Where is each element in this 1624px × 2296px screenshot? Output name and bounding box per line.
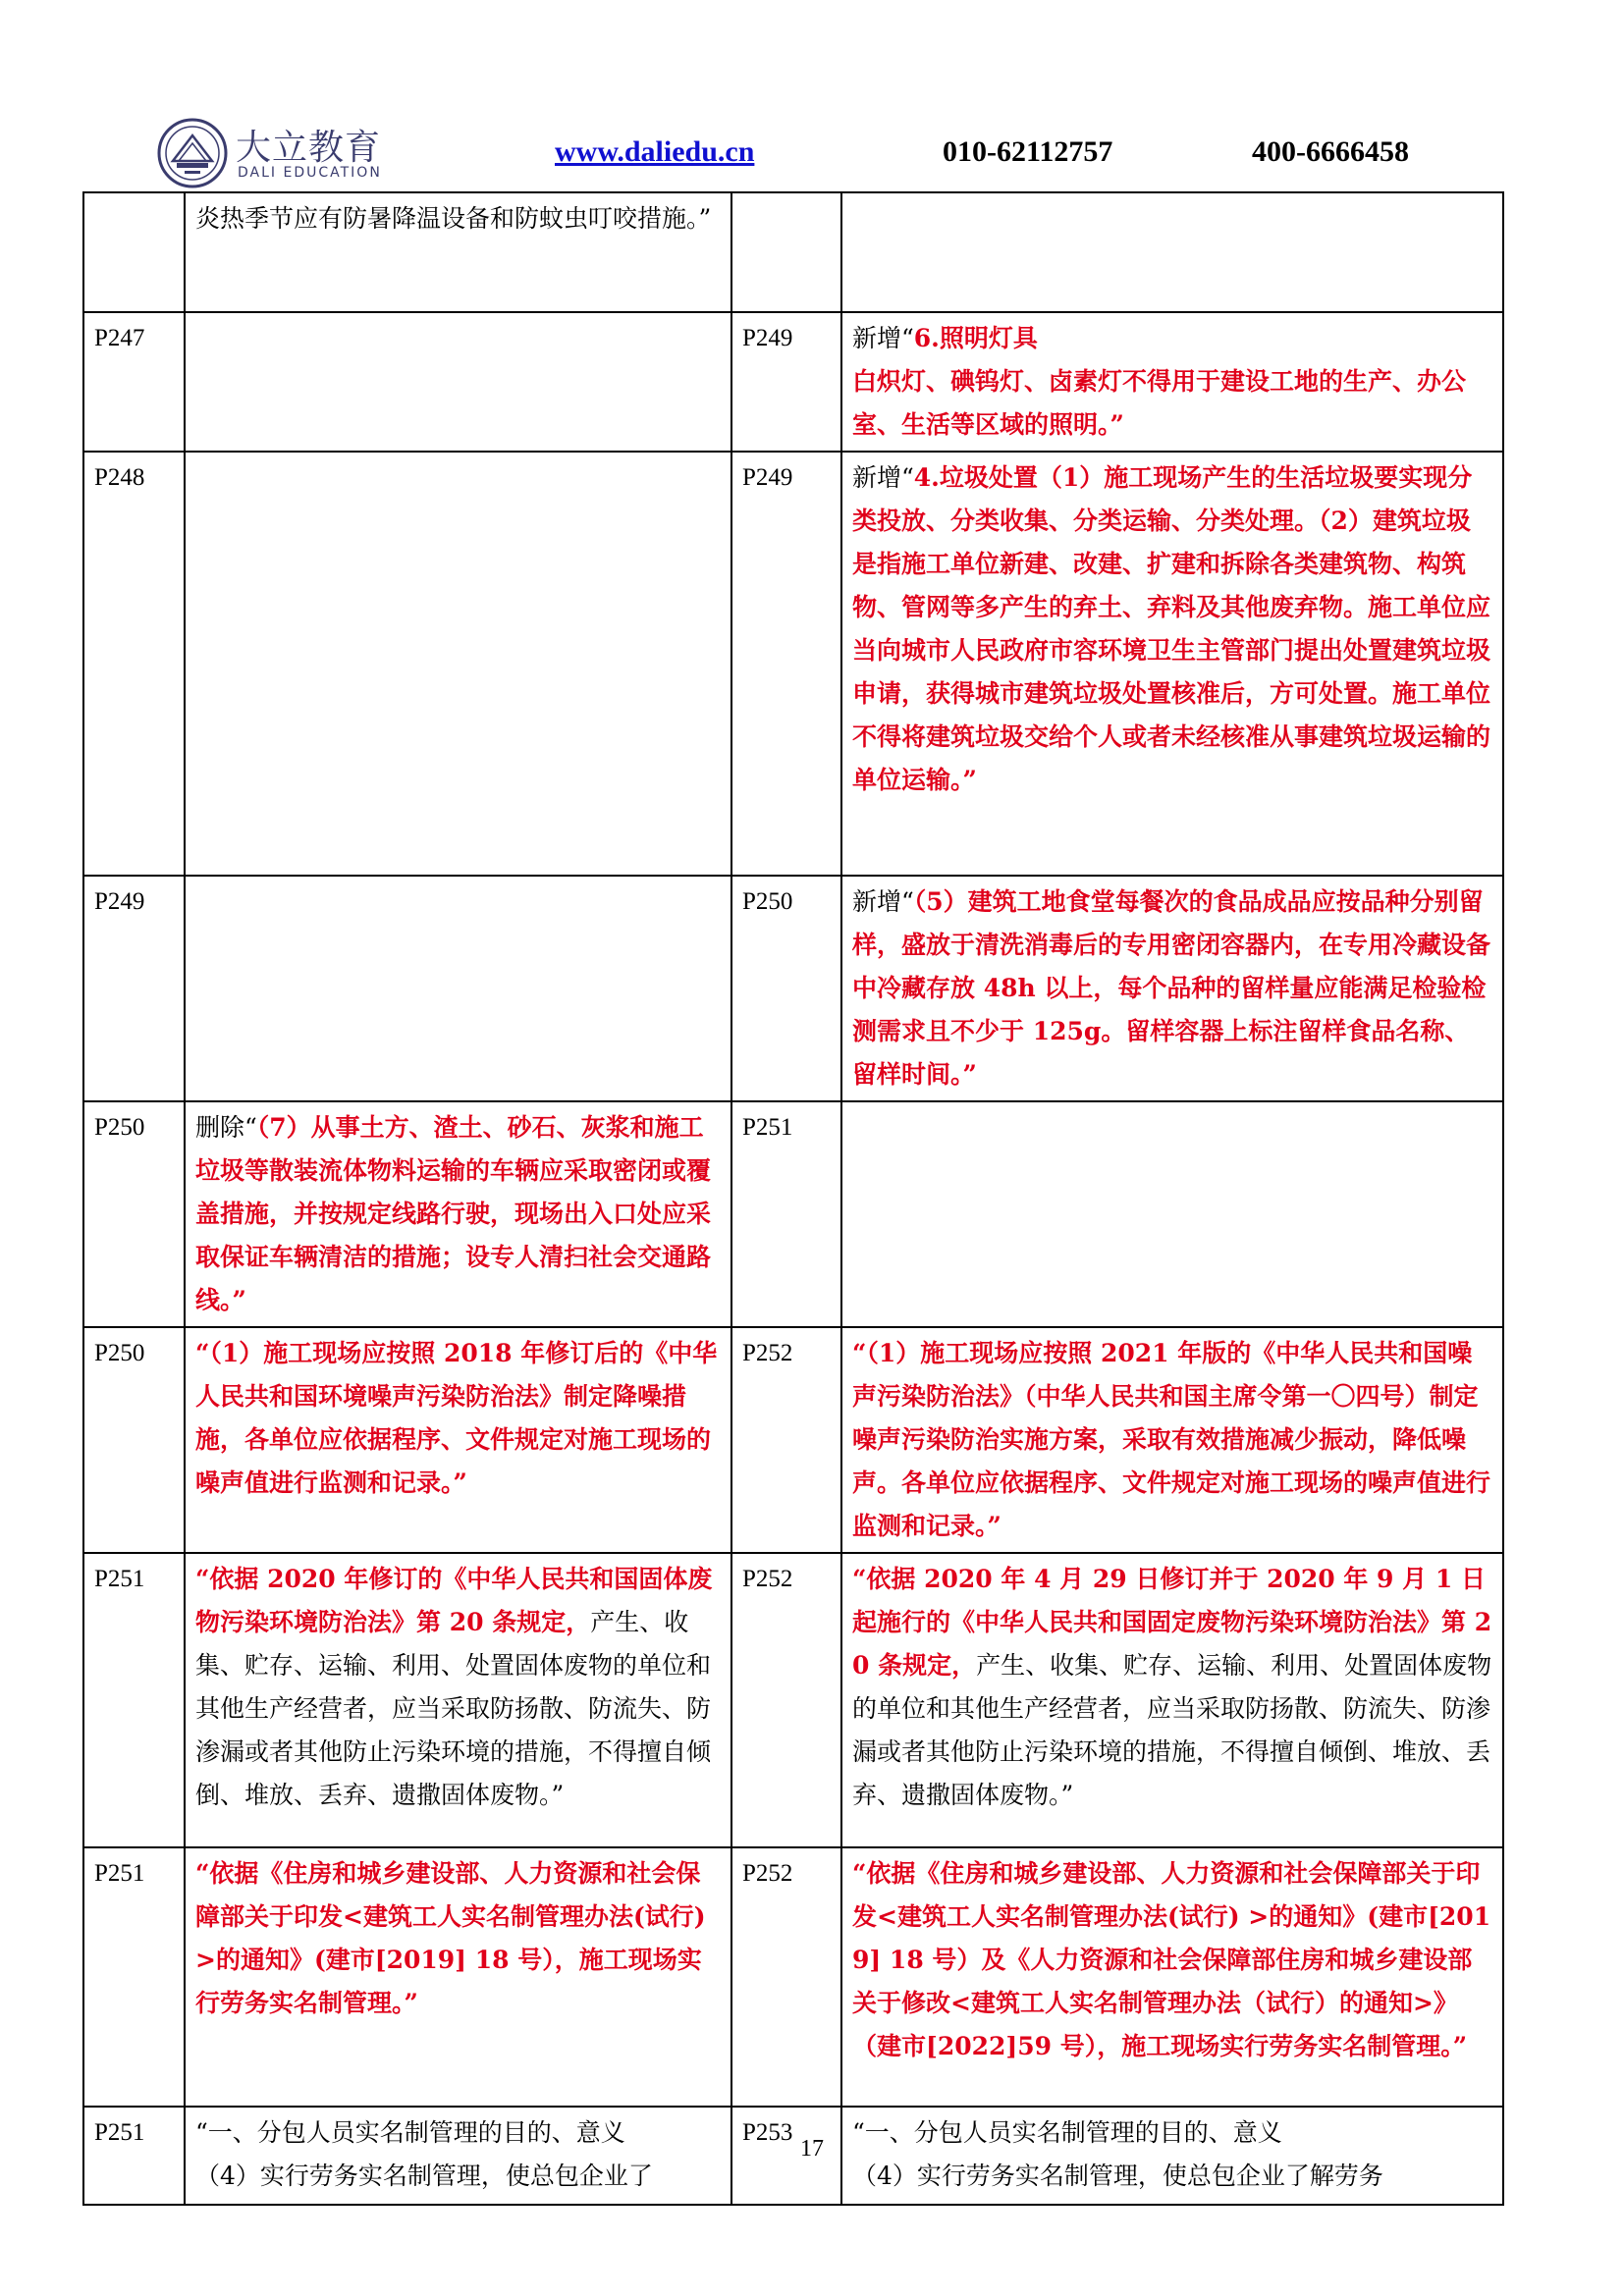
table-row [83,1553,1503,1847]
new-edition-page-cell: P252 [731,1847,841,2107]
table-row [83,1101,1503,1327]
company-logo [157,118,385,192]
new-edition-page-cell: P250 [731,876,841,1101]
old-edition-text-cell [185,1553,731,1847]
old-edition-text-cell [185,1327,731,1553]
changed-text: 6.照明灯具 [913,324,1038,352]
table-row [83,312,1503,452]
new-edition-page-cell: P249 [731,312,841,452]
plain-text: （4）实行劳务实名制管理，使总包企业了解劳务 [852,2162,1383,2190]
plain-text: 删除“ [195,1113,257,1142]
phone-number-landline: 010-62112757 [943,135,1113,168]
phone-number-hotline: 400-6666458 [1252,135,1409,168]
plain-text: 新增“ [852,324,914,352]
old-edition-text-cell [185,876,731,1101]
new-edition-page-cell: P253 [731,2107,841,2205]
new-edition-page-cell: P252 [731,1553,841,1847]
old-edition-text-cell [185,452,731,876]
new-edition-text-cell [841,1553,1503,1847]
revision-comparison-table [82,191,1504,2206]
changed-text: “依据《住房和城乡建设部、人力资源和社会保障部关于印发<建筑工人实名制管理办法(试行) >的通知》(建市[2019] 18 号），施工现场实行劳务实名制管理。” [195,1859,706,2017]
changed-text: 4.垃圾处置（1）施工现场产生的生活垃圾要实现分类投放、分类收集、分类运输、分类处理。（2）建筑垃圾是指施工单位新建、改建、扩建和拆除各类建筑物、构筑物、管网等多产生的弃土、弃料及其他废弃物。施工单位应当向城市人民政府市容环境卫生主管部门提出处置建筑垃圾申请，获得城市建筑垃圾处置核准后，方可处置。施工单位不得将建筑垃圾交给个人或者未经核准从事建筑垃圾运输的单位运输。” [852,463,1491,794]
new-edition-text-cell [841,1327,1503,1553]
new-edition-text-cell [841,876,1503,1101]
old-edition-text-cell [185,312,731,452]
old-edition-page-cell: P249 [83,876,185,1101]
table-row [83,1327,1503,1553]
page-number: 17 [800,2136,824,2162]
plain-text: “一、分包人员实名制管理的目的、意义 [852,2118,1282,2147]
old-edition-text-cell [185,192,731,312]
new-edition-page-cell: P249 [731,452,841,876]
old-edition-text-cell [185,1847,731,2107]
old-edition-page-cell: P248 [83,452,185,876]
new-edition-page-cell: P251 [731,1101,841,1327]
new-edition-text-cell [841,192,1503,312]
dali-emblem-icon [157,118,228,188]
changed-text: 白炽灯、碘钨灯、卤素灯不得用于建设工地的生产、办公室、生活等区域的照明。” [852,367,1467,439]
changed-text: “依据 2020 年修订的《中华人民共和国固体废物污染环境防治法》第 20 条规定， [195,1565,713,1636]
changed-text: “依据《住房和城乡建设部、人力资源和社会保障部关于印发<建筑工人实名制管理办法(试行) >的通知》(建市[2019] 18 号）及《人力资源和社会保障部住房和城乡建设部关于修改<建筑工人实名制管理办法（试行）的通知>》（建市[2022]59 号），施工现场实行劳务实名制管理。” [852,1859,1491,2060]
new-edition-text-cell [841,452,1503,876]
old-edition-page-cell: P250 [83,1327,185,1553]
old-edition-page-cell [83,192,185,312]
old-edition-page-cell: P247 [83,312,185,452]
table-row [83,192,1503,312]
logo-chinese-name: 大立教育 [236,128,382,168]
changed-text: （7）从事土方、渣土、砂石、灰浆和施工垃圾等散装流体物料运输的车辆应采取密闭或覆盖措施，并按规定线路行驶，现场出入口处应采取保证车辆清洁的措施；设专人清扫社会交通路线。” [195,1113,712,1314]
old-edition-page-cell: P251 [83,1847,185,2107]
plain-text: 新增“ [852,463,914,492]
changed-text: （5）建筑工地食堂每餐次的食品成品应按品种分别留样，盛放于清洗消毒后的专用密闭容器内，在专用冷藏设备中冷藏存放 48h 以上，每个品种的留样量应能满足检验检测需求且不少于 125g。留样容器上标注留样食品名称、留样时间。” [852,887,1491,1089]
plain-text: 产生、收集、贮存、运输、利用、处置固体废物的单位和其他生产经营者，应当采取防扬散、防流失、防渗漏或者其他防止污染环境的措施，不得擅自倾倒、堆放、丢弃、遗撒固体废物。” [195,1608,712,1809]
plain-text: 炎热季节应有防暑降温设备和防蚊虫叮咬措施。” [195,204,712,233]
plain-text: （4）实行劳务实名制管理，使总包企业了 [195,2162,653,2190]
logo-english-name: DALI EDUCATION [238,165,382,181]
table-row [83,1847,1503,2107]
plain-text: 产生、收集、贮存、运输、利用、处置固体废物的单位和其他生产经营者，应当采取防扬散、防流失、防渗漏或者其他防止污染环境的措施，不得擅自倾倒、堆放、丢弃、遗撒固体废物。” [852,1651,1492,1809]
plain-text: “一、分包人员实名制管理的目的、意义 [195,2118,625,2147]
new-edition-text-cell [841,312,1503,452]
plain-text: 新增“ [852,887,914,916]
new-edition-text-cell [841,1101,1503,1327]
changed-text: “（1）施工现场应按照 2018 年修订后的《中华人民共和国环境噪声污染防治法》制定降噪措施，各单位应依据程序、文件规定对施工现场的噪声值进行监测和记录。” [195,1339,718,1497]
table-row [83,876,1503,1101]
page-header [0,0,1624,191]
old-edition-page-cell: P250 [83,1101,185,1327]
changed-text: “（1）施工现场应按照 2021 年版的《中华人民共和国噪声污染防治法》（中华人民共和国主席令第一〇四号）制定噪声污染防治实施方案，采取有效措施减少振动，降低噪声。各单位应依据程序、文件规定对施工现场的噪声值进行监测和记录。” [852,1339,1491,1540]
new-edition-page-cell [731,192,841,312]
table-row [83,452,1503,876]
old-edition-text-cell [185,1101,731,1327]
changed-text: “依据 2020 年 4 月 29 日修订并于 2020 年 9 月 1 日起施行的《中华人民共和国固定废物污染环境防治法》第 20 条规定， [852,1565,1492,1680]
old-edition-page-cell: P251 [83,1553,185,1847]
new-edition-text-cell [841,1847,1503,2107]
website-link[interactable]: www.daliedu.cn [555,135,755,168]
new-edition-page-cell: P252 [731,1327,841,1553]
old-edition-page-cell: P251 [83,2107,185,2205]
